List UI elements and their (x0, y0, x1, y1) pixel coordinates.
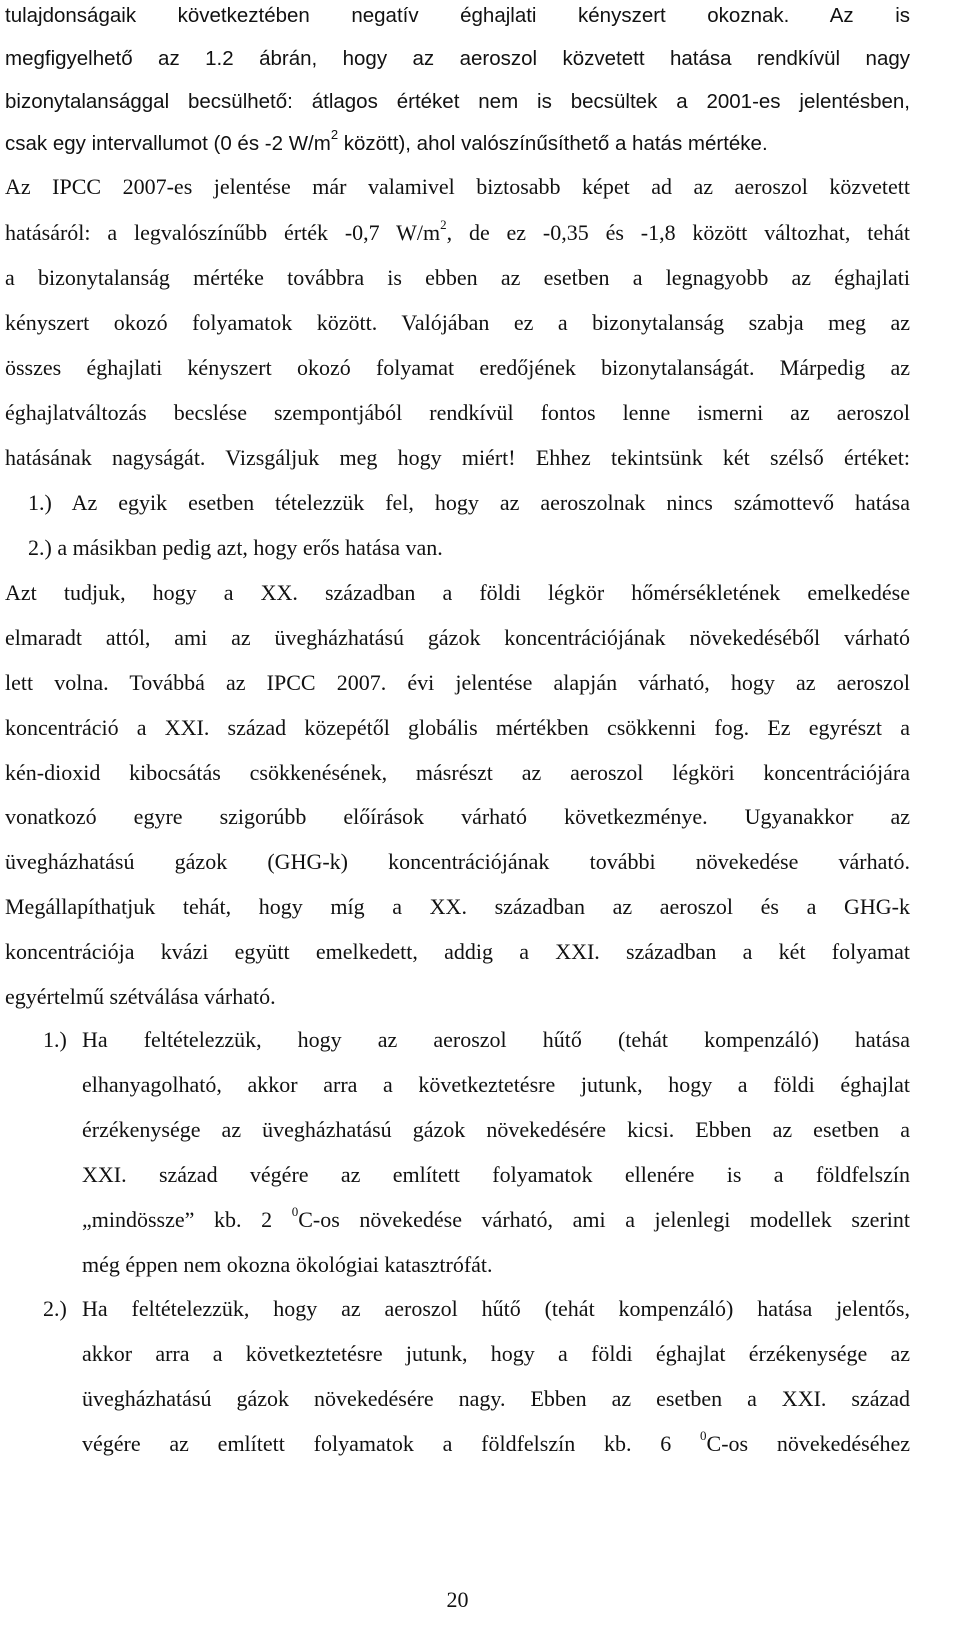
list-item-line: még éppen nem okozna ökológiai katasztrófát. (82, 1252, 493, 1277)
list-item-line: akkor arra a következtetésre jutunk, hogy a földi éghajlat érzékenysége az (82, 1341, 910, 1366)
list-item-line (82, 1204, 910, 1236)
list-number: 1.) (43, 1027, 67, 1052)
text-line: a bizonytalanság mértéke továbbra is ebben az esetben a legnagyobb az éghajlati (5, 265, 910, 290)
text-line: bizonytalansággal becsülhető: átlagos értéket nem is becsültek a 2001-es jelentésben, (5, 90, 910, 113)
superscript: 0 (700, 1427, 707, 1443)
text-line: kén-dioxid kibocsátás csökkenésének, másrészt az aeroszol légköri koncentrációjára (5, 760, 910, 785)
text-line: elmaradt attól, ami az üvegházhatású gázok koncentrációjának növekedéséből várható (5, 625, 910, 650)
list-item-line: Ha feltételezzük, hogy az aeroszol hűtő (tehát kompenzáló) hatása jelentős, (82, 1296, 910, 1321)
text-line: Azt tudjuk, hogy a XX. században a földi légkör hőmérsékletének emelkedése (5, 580, 910, 605)
text-line: kényszert okozó folyamatok között. Valójában ez a bizonytalanság szabja meg az (5, 310, 910, 335)
list-item: 2.) a másikban pedig azt, hogy erős hatása van. (28, 535, 443, 560)
superscript: 2 (440, 216, 447, 232)
list-item-line: elhanyagolható, akkor arra a következtetésre jutunk, hogy a földi éghajlat (82, 1072, 910, 1097)
superscript: 2 (330, 127, 339, 143)
text-line: vonatkozó egyre szigorúbb előírások várható következménye. Ugyanakkor az (5, 804, 910, 829)
text-span: „mindössze” kb. 2 (82, 1207, 292, 1232)
page-number: 20 (446, 1587, 469, 1612)
superscript: 0 (291, 1203, 299, 1219)
list-item: 1.) Az egyik esetben tételezzük fel, hogy az aeroszolnak nincs számottevő hatása (28, 490, 910, 515)
text-line: Az IPCC 2007-es jelentése már valamivel biztosabb képet ad az aeroszol közvetett (5, 174, 910, 199)
list-item-line: XXI. század végére az említett folyamatok ellenére is a földfelszín (82, 1162, 910, 1187)
text-line: összes éghajlati kényszert okozó folyamat eredőjének bizonytalanságát. Márpedig az (5, 355, 910, 380)
text-line: koncentráció a XXI. század közepétől globális mértékben csökkenni fog. Ez egyrészt a (5, 715, 910, 740)
list-item-line (82, 1428, 910, 1460)
text-span: C-os növekedéséhez (706, 1431, 910, 1456)
text-line (5, 217, 910, 249)
list-item-line: üvegházhatású gázok növekedésére nagy. Ebben az esetben a XXI. század (82, 1386, 910, 1411)
text-line: lett volna. Továbbá az IPCC 2007. évi jelentése alapján várható, hogy az aeroszol (5, 670, 910, 695)
text-span: C-os növekedése várható, ami a jelenlegi modellek szerint (298, 1207, 910, 1232)
text-line: Megállapíthatjuk tehát, hogy míg a XX. században az aeroszol és a GHG-k (5, 894, 910, 919)
text-span: végére az említett folyamatok a földfelszín kb. 6 (82, 1431, 701, 1456)
text-line (5, 128, 910, 160)
text-line: koncentrációja kvázi együtt emelkedett, addig a XXI. században a két folyamat (5, 939, 910, 964)
text-span: között), ahol valószínűsíthető a hatás mértéke. (338, 132, 768, 155)
text-line: hatásának nagyságát. Vizsgáljuk meg hogy miért! Ehhez tekintsünk két szélső értéket: (5, 445, 910, 470)
text-line: éghajlatváltozás becslése szempontjából rendkívül fontos lenne ismerni az aeroszol (5, 400, 910, 425)
list-number: 2.) (43, 1296, 67, 1321)
text-line: tulajdonságaik következtében negatív éghajlati kényszert okoznak. Az is (5, 4, 910, 27)
list-item-line: Ha feltételezzük, hogy az aeroszol hűtő (tehát kompenzáló) hatása (82, 1027, 910, 1052)
text-span: , de ez -0,35 és -1,8 között változhat, tehát (446, 220, 910, 245)
text-line: megfigyelhető az 1.2 ábrán, hogy az aeroszol közvetett hatása rendkívül nagy (5, 47, 910, 70)
text-span: hatásáról: a legvalószínűbb érték -0,7 W/m (5, 220, 441, 245)
text-span: csak egy intervallumot (0 és -2 W/m (5, 132, 331, 155)
text-line: üvegházhatású gázok (GHG-k) koncentrációjának további növekedése várható. (5, 849, 910, 874)
text-line: egyértelmű szétválása várható. (5, 984, 276, 1009)
list-item-line: érzékenysége az üvegházhatású gázok növekedésére kicsi. Ebben az esetben a (82, 1117, 910, 1142)
